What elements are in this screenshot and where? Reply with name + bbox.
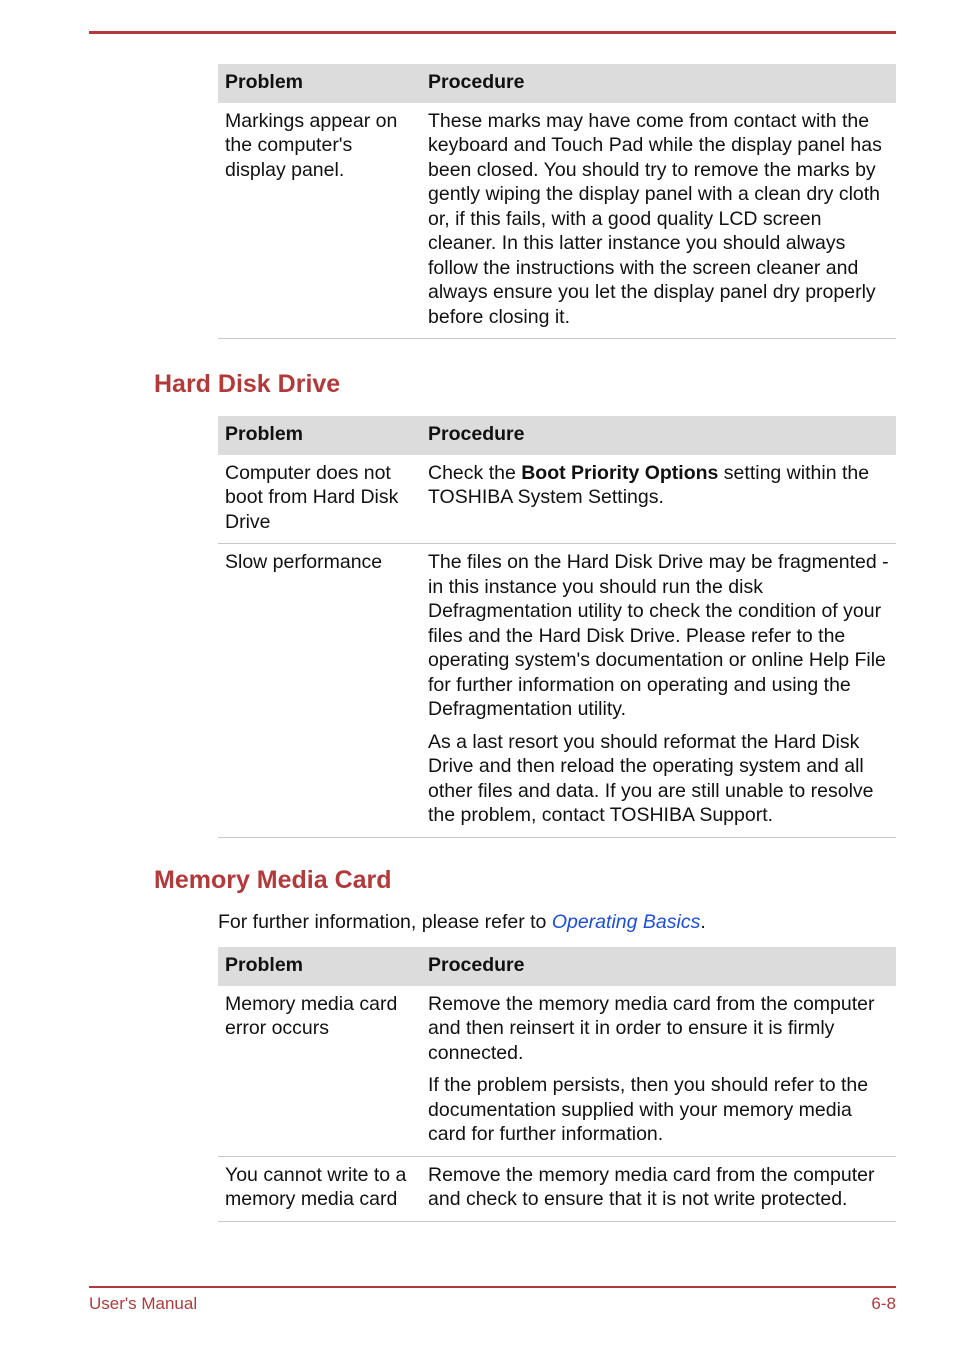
intro-period: . — [700, 911, 706, 933]
table-row — [218, 544, 896, 838]
footer-manual-title: User's Manual — [89, 1294, 198, 1313]
procedure-paragraph: The files on the Hard Disk Drive may be fragmented - in this instance you should run the disk Defragmentation utility to check the condition of your files and the Hard Disk Drive. Please refer to the operating system's documentation or online Help File for further information on operating and using the Defragmentation utility. — [428, 551, 889, 720]
memory-card-problem-table — [218, 947, 896, 1222]
table-row — [218, 455, 896, 544]
table-header-row — [218, 64, 896, 103]
bottom-rule — [89, 1286, 896, 1288]
column-header-procedure: Procedure — [421, 416, 896, 455]
hard-disk-problem-table — [218, 416, 896, 838]
procedure-paragraph: Remove the memory media card from the computer and then reinsert it in order to ensure it is firmly connected. — [428, 992, 875, 1064]
column-header-problem: Problem — [218, 64, 421, 103]
procedure-cell — [421, 455, 896, 544]
procedure-text: Check the — [428, 461, 522, 484]
table-header-row — [218, 947, 896, 986]
intro-text: For further information, please refer to — [218, 911, 552, 933]
problem-cell: You cannot write to a memory media card — [218, 1156, 421, 1221]
procedure-cell — [421, 544, 896, 838]
procedure-paragraph: If the problem persists, then you should refer to the documentation supplied with your memory media card for further information. — [428, 1074, 869, 1145]
procedure-cell — [421, 986, 896, 1157]
problem-cell: Memory media card error occurs — [218, 986, 421, 1157]
section-heading-memory-media-card: Memory Media Card — [154, 866, 392, 894]
operating-basics-link[interactable]: Operating Basics — [551, 911, 701, 933]
procedure-text: setting within the TOSHIBA System Settings. — [428, 461, 870, 508]
table-row — [218, 986, 896, 1157]
table-row — [218, 1156, 896, 1221]
top-rule — [89, 31, 896, 34]
display-problem-table — [218, 64, 896, 339]
column-header-problem: Problem — [218, 416, 421, 455]
column-header-procedure: Procedure — [421, 947, 896, 986]
section-heading-hard-disk-drive: Hard Disk Drive — [154, 370, 341, 398]
problem-cell: Computer does not boot from Hard Disk Drive — [218, 455, 421, 544]
procedure-cell: Remove the memory media card from the computer and check to ensure that it is not write protected. — [421, 1156, 896, 1221]
table-row — [218, 103, 896, 339]
procedure-paragraph: As a last resort you should reformat the Hard Disk Drive and then reload the operating system and all other files and data. If you are still unable to resolve the problem, contact TOSHIBA Support. — [428, 730, 874, 826]
column-header-procedure: Procedure — [421, 64, 896, 103]
boot-priority-options-term: Boot Priority Options — [521, 461, 719, 484]
further-info-text — [218, 911, 706, 934]
problem-cell: Slow performance — [218, 544, 421, 838]
problem-cell: Markings appear on the computer's display panel. — [218, 103, 421, 339]
footer-page-number: 6-8 — [871, 1294, 896, 1313]
column-header-problem: Problem — [218, 947, 421, 986]
table-header-row — [218, 416, 896, 455]
procedure-cell: These marks may have come from contact with the keyboard and Touch Pad while the display panel has been closed. You should try to remove the marks by gently wiping the display panel with a clean dry cloth or, if this fails, with a good quality LCD screen cleaner. In this latter instance you should always follow the instructions with the screen cleaner and always ensure you let the display panel dry properly before closing it. — [421, 103, 896, 339]
